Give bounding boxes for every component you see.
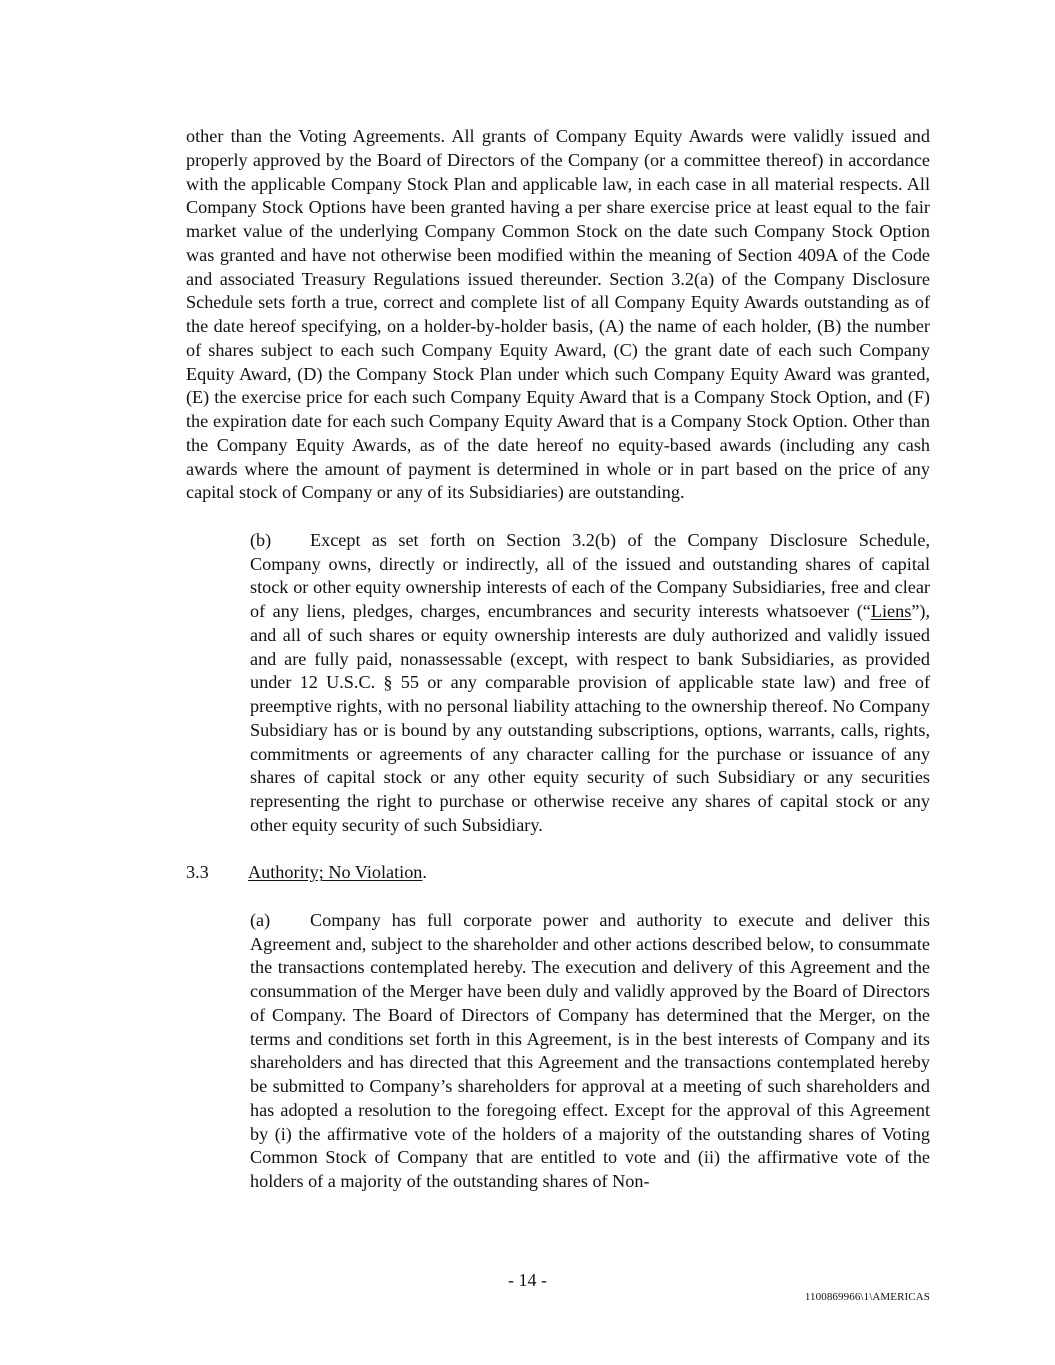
section-3-3-heading — [186, 861, 930, 885]
section-number: 3.3 — [186, 862, 209, 883]
paragraph-a-continued: other than the Voting Agreements. All grants of Company Equity Awards were validly issued and properly approved by the Board of Directors of the Company (or a committee thereof) in accordance with the applicable Company Stock Plan and applicable law, in each case in all material respects. All Company Stock Options have been granted having a per share exercise price at least equal to the fair market value of the underlying Company Common Stock on the date such Company Stock Option was granted and have not otherwise been modified within the meaning of Section 409A of the Code and associated Treasury Regulations issued thereunder. Section 3.2(a) of the Company Disclosure Schedule sets forth a true, correct and complete list of all Company Equity Awards outstanding as of the date hereof specifying, on a holder-by-holder basis, (A) the name of each holder, (B) the number of shares subject to each such Company Equity Award, (C) the grant date of each such Company Equity Award, (D) the Company Stock Plan under which such Company Equity Award was granted, (E) the exercise price for each such Company Equity Award that is a Company Stock Option, and (F) the expiration date for each such Company Equity Award that is a Company Stock Option. Other than the Company Equity Awards, as of the date hereof no equity-based awards (including any cash awards where the amount of payment is determined in whole or in part based on the price of any capital stock of Company or any of its Subsidiaries) are outstanding. — [186, 126, 930, 503]
paragraph-3-3-a-text: Company has full corporate power and authority to execute and deliver this Agreement and, subject to the shareholder and other actions described below, to consummate the transactions contemplated hereby. The execution and delivery of this Agreement and the consummation of the Merger have been duly and validly approved by the Board of Directors of Company. The Board of Directors of Company has determined that the Merger, on the terms and conditions set forth in this Agreement, is in the best interests of Company and its shareholders and has directed that this Agreement and the transactions contemplated hereby be submitted to Company’s shareholders for approval at a meeting of such shareholders and has adopted a resolution to the foregoing effect. Except for the approval of this Agreement by (i) the affirmative vote of the holders of a majority of the outstanding shares of Voting Common Stock of Company that are entitled to vote and (ii) the affirmative vote of the holders of a majority of the outstanding shares of Non- — [250, 909, 930, 1191]
paragraph-spacer — [186, 838, 930, 862]
paragraph-b — [186, 529, 930, 838]
section-title: Authority; No Violation — [248, 862, 423, 883]
section-title-suffix: . — [422, 862, 427, 883]
paragraph-3-3-a-label: (a) — [250, 909, 271, 930]
document-page-body — [186, 125, 930, 1194]
paragraph-spacer — [186, 885, 930, 909]
paragraph-b-text-after: ”), and all of such shares or equity ownership interests are duly authorized and validly issued and are fully paid, nonassessable (except, with respect to bank Subsidiaries, as provided under 12 U.S.C. § 55 or any comparable provision of applicable state law) and free of preemptive rights, with no personal liability attaching to the ownership thereof. No Company Subsidiary has or is bound by any outstanding subscriptions, options, warrants, calls, rights, commitments or agreements of any character calling for the purchase or issuance of any shares of capital stock or any other equity security of such Subsidiary or any securities representing the right to purchase or otherwise receive any shares of capital stock or any other equity security of such Subsidiary. — [250, 601, 930, 835]
page-number: - 14 - — [508, 1270, 547, 1290]
document-id-footer: 1100869966\1\AMERICAS — [804, 1291, 930, 1303]
defined-term-liens: Liens — [870, 601, 912, 621]
paragraph-3-3-a — [186, 909, 930, 1194]
paragraph-b-text-before: Except as set forth on Section 3.2(b) of the Company Disclosure Schedule, Company owns, directly or indirectly, all of the issued and outstanding shares of capital stock or other equity ownership interests of each of the Company Subsidiaries, free and clear of any liens, pledges, charges, encumbrances and security interests whatsoever (“ — [250, 529, 930, 621]
paragraph-spacer — [186, 505, 930, 529]
paragraph-b-label: (b) — [250, 529, 272, 550]
